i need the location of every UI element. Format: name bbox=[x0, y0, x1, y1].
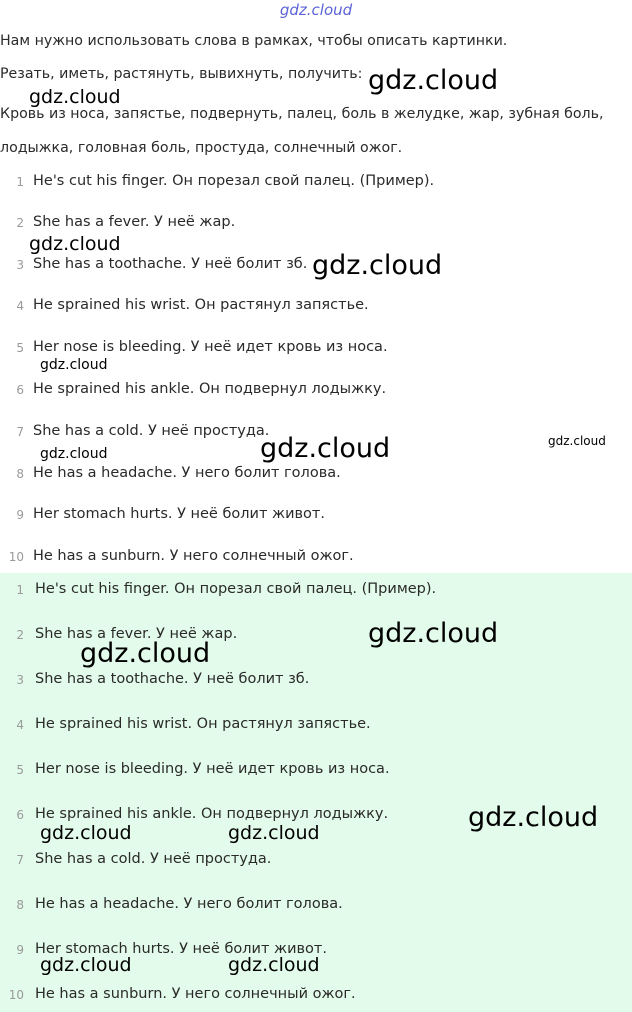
item-number: 6 bbox=[16, 383, 24, 397]
item-number: 10 bbox=[8, 550, 24, 564]
item-number: 8 bbox=[16, 467, 24, 481]
watermark: gdz.cloud bbox=[228, 822, 320, 844]
item-text: She has a cold. У неё простуда. bbox=[33, 423, 270, 439]
item-number: 3 bbox=[16, 258, 24, 272]
intro-line-3: Кровь из носа, запястье, подвернуть, палец, боль в желудке, жар, зубная боль, bbox=[0, 106, 604, 122]
item-number: 7 bbox=[16, 853, 24, 867]
item-number: 6 bbox=[16, 808, 24, 822]
item-text: She has a fever. У неё жар. bbox=[33, 214, 236, 230]
watermark: gdz.cloud bbox=[40, 357, 108, 373]
watermark: gdz.cloud bbox=[40, 954, 132, 976]
item-text: He has a sunburn. У него солнечный ожог. bbox=[35, 986, 356, 1002]
item-number: 8 bbox=[16, 898, 24, 912]
watermark: gdz.cloud bbox=[40, 446, 108, 462]
item-text: Her stomach hurts. У неё болит живот. bbox=[35, 941, 327, 957]
site-title[interactable]: gdz.cloud bbox=[279, 1, 353, 19]
item-text: He has a headache. У него болит голова. bbox=[33, 465, 341, 481]
watermark: gdz.cloud bbox=[80, 638, 211, 669]
watermark: gdz.cloud bbox=[468, 802, 599, 833]
item-number: 5 bbox=[16, 341, 24, 355]
sentence-list bbox=[0, 163, 632, 573]
watermark: gdz.cloud bbox=[312, 250, 443, 281]
item-number: 4 bbox=[16, 299, 24, 313]
watermark: gdz.cloud bbox=[260, 433, 391, 464]
watermark: gdz.cloud bbox=[228, 954, 320, 976]
item-text: He sprained his ankle. Он подвернул лодыжку. bbox=[35, 806, 389, 822]
item-number: 9 bbox=[16, 943, 24, 957]
item-text: He sprained his wrist. Он растянул запястье. bbox=[35, 716, 371, 732]
intro-line-4: лодыжка, головная боль, простуда, солнечный ожог. bbox=[0, 140, 403, 156]
item-number: 3 bbox=[16, 673, 24, 687]
item-text: She has a toothache. У неё болит зб. bbox=[35, 671, 310, 687]
item-text: Her stomach hurts. У неё болит живот. bbox=[33, 506, 325, 522]
item-text: He has a headache. У него болит голова. bbox=[35, 896, 343, 912]
watermark: gdz.cloud bbox=[29, 233, 121, 255]
intro-line-1: Нам нужно использовать слова в рамках, чтобы описать картинки. bbox=[0, 33, 508, 49]
item-number: 4 bbox=[16, 718, 24, 732]
item-text: He has a sunburn. У него солнечный ожог. bbox=[33, 548, 354, 564]
item-number: 5 bbox=[16, 763, 24, 777]
item-number: 2 bbox=[16, 628, 24, 642]
item-text: He sprained his wrist. Он растянул запястье. bbox=[33, 297, 369, 313]
intro-line-2: Резать, иметь, растянуть, вывихнуть, получить: bbox=[0, 66, 363, 82]
item-text: She has a cold. У неё простуда. bbox=[35, 851, 272, 867]
watermark: gdz.cloud bbox=[368, 65, 499, 96]
item-text: He's cut his finger. Он порезал свой палец. (Пример). bbox=[35, 581, 437, 597]
watermark: gdz.cloud bbox=[368, 618, 499, 649]
item-text: Her nose is bleeding. У неё идет кровь из носа. bbox=[35, 761, 390, 777]
item-number: 2 bbox=[16, 216, 24, 230]
item-number: 10 bbox=[8, 988, 24, 1002]
watermark: gdz.cloud bbox=[548, 434, 606, 448]
watermark: gdz.cloud bbox=[29, 86, 121, 108]
item-text: He's cut his finger. Он порезал свой палец. (Пример). bbox=[33, 173, 435, 189]
item-number: 1 bbox=[16, 583, 24, 597]
watermark: gdz.cloud bbox=[40, 822, 132, 844]
item-text: He sprained his ankle. Он подвернул лодыжку. bbox=[33, 381, 387, 397]
item-text: She has a fever. У неё жар. bbox=[35, 626, 238, 642]
item-text: Her nose is bleeding. У неё идет кровь из носа. bbox=[33, 339, 388, 355]
item-number: 9 bbox=[16, 508, 24, 522]
answer-list bbox=[0, 573, 632, 1012]
item-number: 7 bbox=[16, 425, 24, 439]
item-text: She has a toothache. У неё болит зб. bbox=[33, 256, 308, 272]
item-number: 1 bbox=[16, 175, 24, 189]
